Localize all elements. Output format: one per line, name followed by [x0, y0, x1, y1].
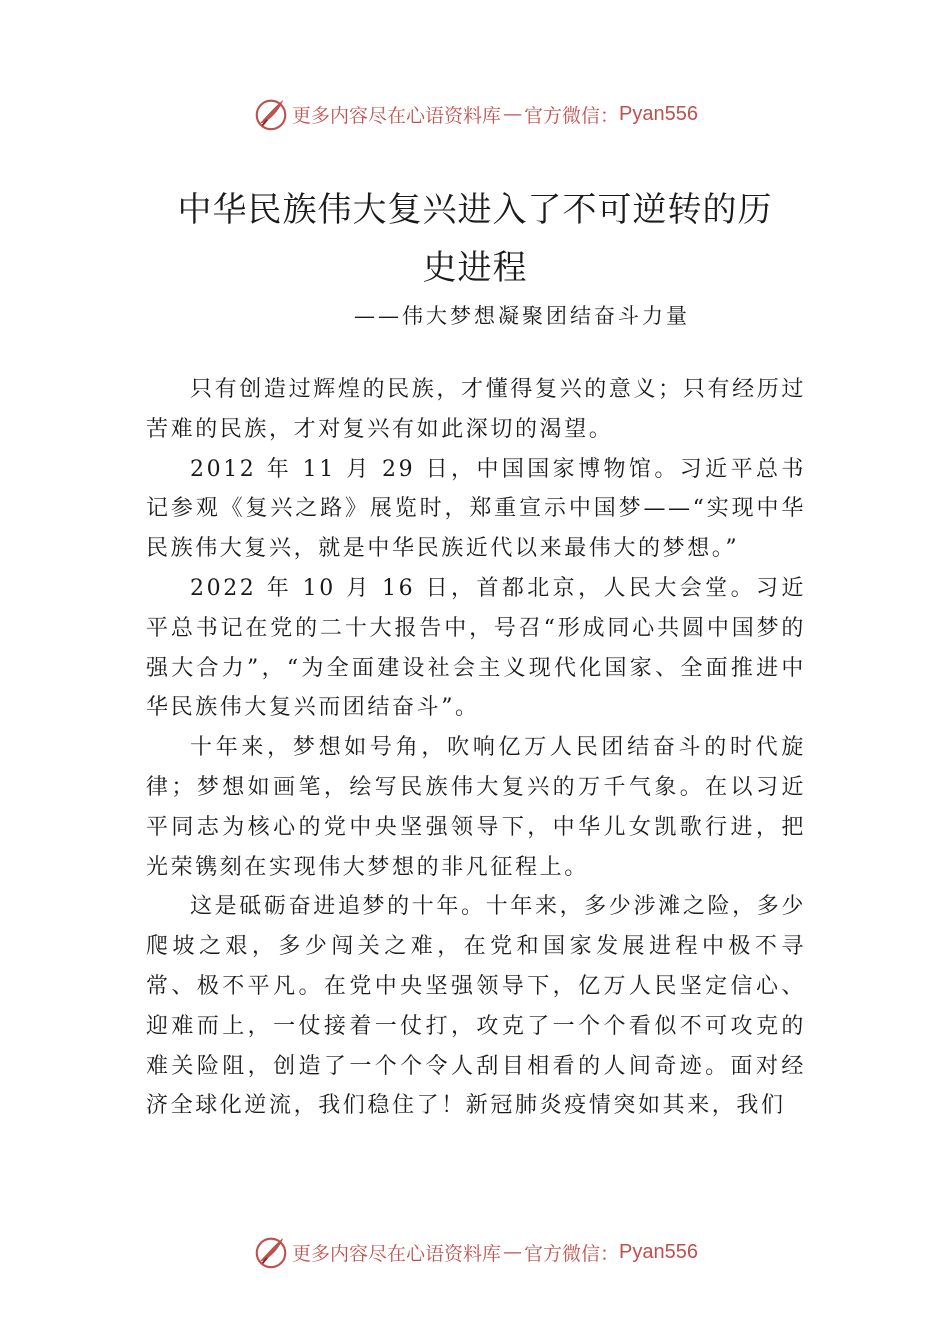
header-banner: [0, 94, 950, 134]
document-title: [120, 181, 830, 297]
paragraph-5: 这是砥砺奋进追梦的十年。十年来，多少涉滩之险，多少爬坡之艰，多少闯关之难，在党和国家发展进程中极不寻常、极不平凡。在党中央坚强领导下，亿万人民坚定信心、 迎难而上，一仗接着一仗打，攻克了一个个看似不可攻克的难关险阻，创造了一个个令人刮目相看的人间奇迹。面对经济全球化逆流，我们稳住了！新冠肺炎疫情突如其来，我们: [146, 894, 806, 1119]
banner-wechat-label: 官方微信：: [524, 1242, 620, 1265]
paragraph-4: 十年来，梦想如号角，吹响亿万人民团结奋斗的时代旋律；梦想如画笔，绘写民族伟大复兴的万千气象。在以习近平同志为核心的党中央坚强领导下，中华儿女凯歌行进，把光荣镌刻在实现伟大梦想的非凡征程上。: [146, 735, 806, 880]
pen-logo-icon: [252, 95, 290, 133]
paragraph-3: 2022 年 10 月 16 日，首都北京，人民大会堂。习近平总书记在党的二十大报告中，号召“形成同心共圆中国梦的强大合力”，“为全面建设社会主义现代化国家、全面推进中华民族伟大复兴而团结奋斗”。: [146, 575, 806, 721]
banner-wechat-id: Pyan556: [619, 1240, 698, 1263]
pen-logo-icon: [252, 1233, 290, 1271]
banner-separator: —: [503, 1241, 523, 1263]
document-subtitle: ——伟大梦想凝聚团结奋斗力量: [354, 304, 690, 328]
paragraph-1: 只有创造过辉煌的民族，才懂得复兴的意义；只有经历过苦难的民族，才对复兴有如此深切的渴望。: [146, 377, 806, 442]
banner-separator: —: [503, 103, 523, 125]
banner-wechat-label: 官方微信：: [524, 104, 620, 127]
banner-text: 更多内容尽在心语资料库: [292, 104, 502, 127]
title-line-2: 史进程: [422, 248, 528, 288]
paragraph-2: 2012 年 11 月 29 日，中国国家博物馆。习近平总书记参观《复兴之路》展览时，郑重宣示中国梦——“实现中华民族伟大复兴，就是中华民族近代以来最伟大的梦想。”: [146, 456, 806, 562]
footer-banner: [0, 1232, 950, 1272]
banner-text: 更多内容尽在心语资料库: [292, 1242, 502, 1265]
title-line-1: 中华民族伟大复兴进入了不可逆转的历: [177, 190, 773, 230]
banner-wechat-id: Pyan556: [619, 102, 698, 125]
document-body: [146, 370, 806, 1126]
